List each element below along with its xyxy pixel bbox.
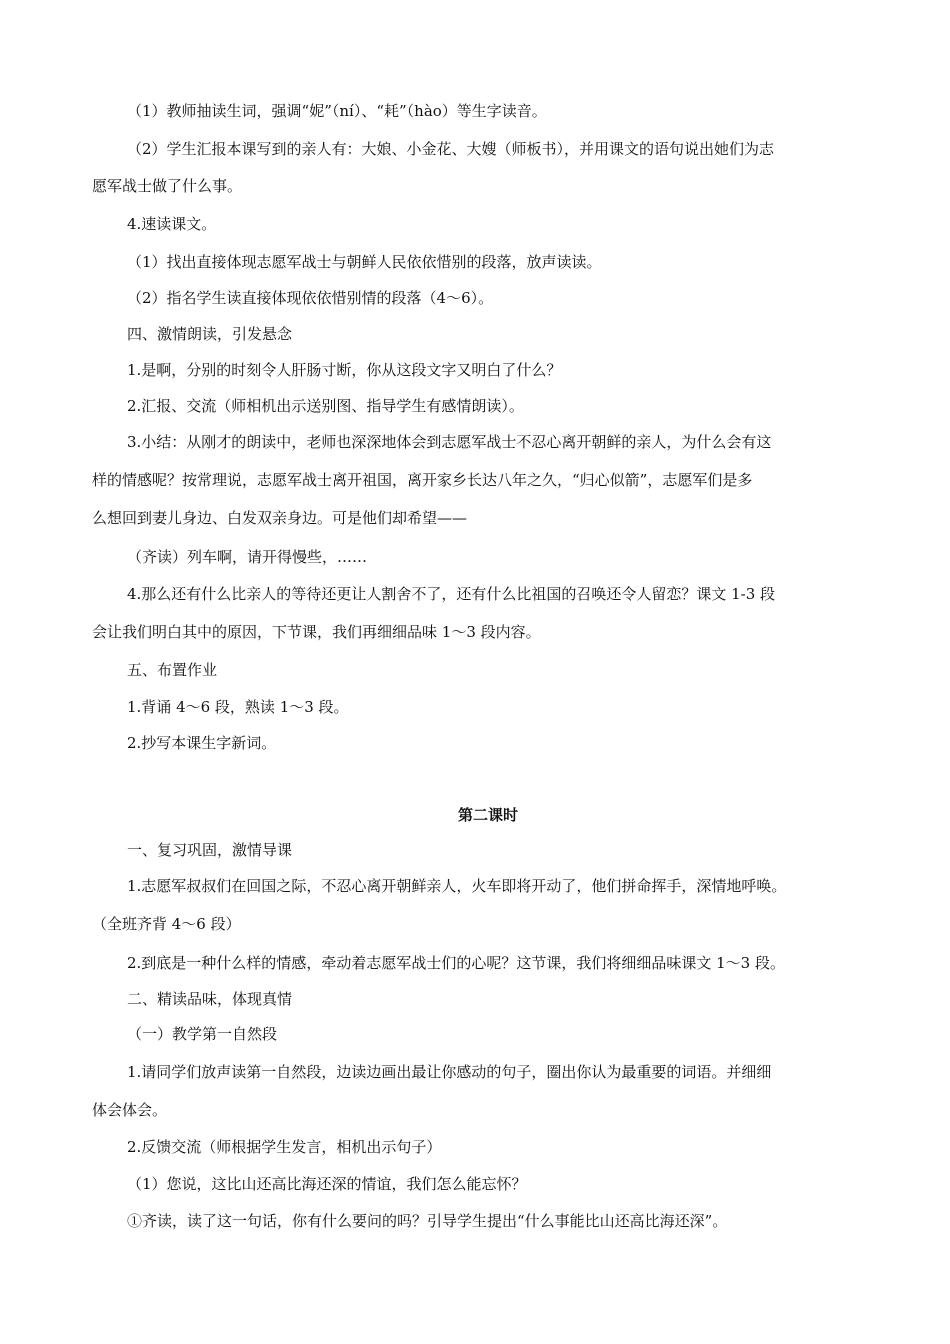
text-line: 1.请同学们放声读第一自然段，边读边画出最让你感动的句子，圈出你认为最重要的词语。并细细 xyxy=(127,1063,772,1081)
section-heading: 二、精读品味，体现真情 xyxy=(127,990,293,1008)
section-heading: 一、复习巩固，激情导课 xyxy=(127,841,293,859)
text-line: 会让我们明白其中的原因，下节课，我们再细细品味 1～3 段内容。 xyxy=(92,623,541,641)
lesson-title: 第二课时 xyxy=(458,806,519,824)
text-line: （齐读）列车啊，请开得慢些，…… xyxy=(127,548,368,566)
text-line: 1.是啊，分别的时刻令人肝肠寸断，你从这段文字又明白了什么？ xyxy=(127,361,562,379)
text-line: （2）指名学生读直接体现依依惜别情的段落（4～6）。 xyxy=(127,289,494,307)
text-line: （1）教师抽读生词，强调“妮”（ní）、“耗”（hào）等生字读音。 xyxy=(127,102,547,120)
text-line: 么想回到妻儿身边、白发双亲身边。可是他们却希望—— xyxy=(92,509,468,527)
text-line: 体会体会。 xyxy=(92,1101,168,1119)
text-line: 2.抄写本课生字新词。 xyxy=(127,734,277,752)
text-line: 1.背诵 4～6 段，熟读 1～3 段。 xyxy=(127,698,349,716)
section-heading: 四、激情朗读，引发悬念 xyxy=(127,325,293,343)
text-line: 愿军战士做了什么事。 xyxy=(92,177,243,195)
text-line: 4.那么还有什么比亲人的等待还更让人割舍不了，还有什么比祖国的召唤还令人留恋？课文 1-3 段 xyxy=(127,585,776,603)
sub-heading: （一）教学第一自然段 xyxy=(127,1025,278,1043)
text-line: （1）您说，这比山还高比海还深的情谊，我们怎么能忘怀？ xyxy=(127,1175,527,1193)
text-line: 2.到底是一种什么样的情感，牵动着志愿军战士们的心呢？这节课，我们将细细品味课文 1～3 段。 xyxy=(127,954,785,972)
text-line: （1）找出直接体现志愿军战士与朝鲜人民依依惜别的段落，放声读读。 xyxy=(127,253,602,271)
text-line: 4.速读课文。 xyxy=(127,215,217,233)
text-line: 1.志愿军叔叔们在回国之际，不忍心离开朝鲜亲人，火车即将开动了，他们拼命挥手，深情地呼唤。 xyxy=(127,877,787,895)
text-line: 2.反馈交流（师根据学生发言，相机出示句子） xyxy=(127,1138,442,1156)
text-line: （全班齐背 4～6 段） xyxy=(92,915,241,933)
text-line: 2.汇报、交流（师相机出示送别图、指导学生有感情朗读）。 xyxy=(127,397,524,415)
text-line: 3.小结：从刚才的朗读中，老师也深深地体会到志愿军战士不忍心离开朝鲜的亲人，为什么会有这 xyxy=(127,433,772,451)
text-line: 样的情感呢？按常理说，志愿军战士离开祖国，离开家乡长达八年之久，“归心似箭”，志愿军们是多 xyxy=(92,471,753,489)
text-line: （2）学生汇报本课写到的亲人有：大娘、小金花、大嫂（师板书），并用课文的语句说出她们为志 xyxy=(127,140,775,158)
text-line: ①齐读，读了这一句话，你有什么要问的吗？引导学生提出“什么事能比山还高比海还深”。 xyxy=(127,1212,728,1230)
section-heading: 五、布置作业 xyxy=(127,661,218,679)
